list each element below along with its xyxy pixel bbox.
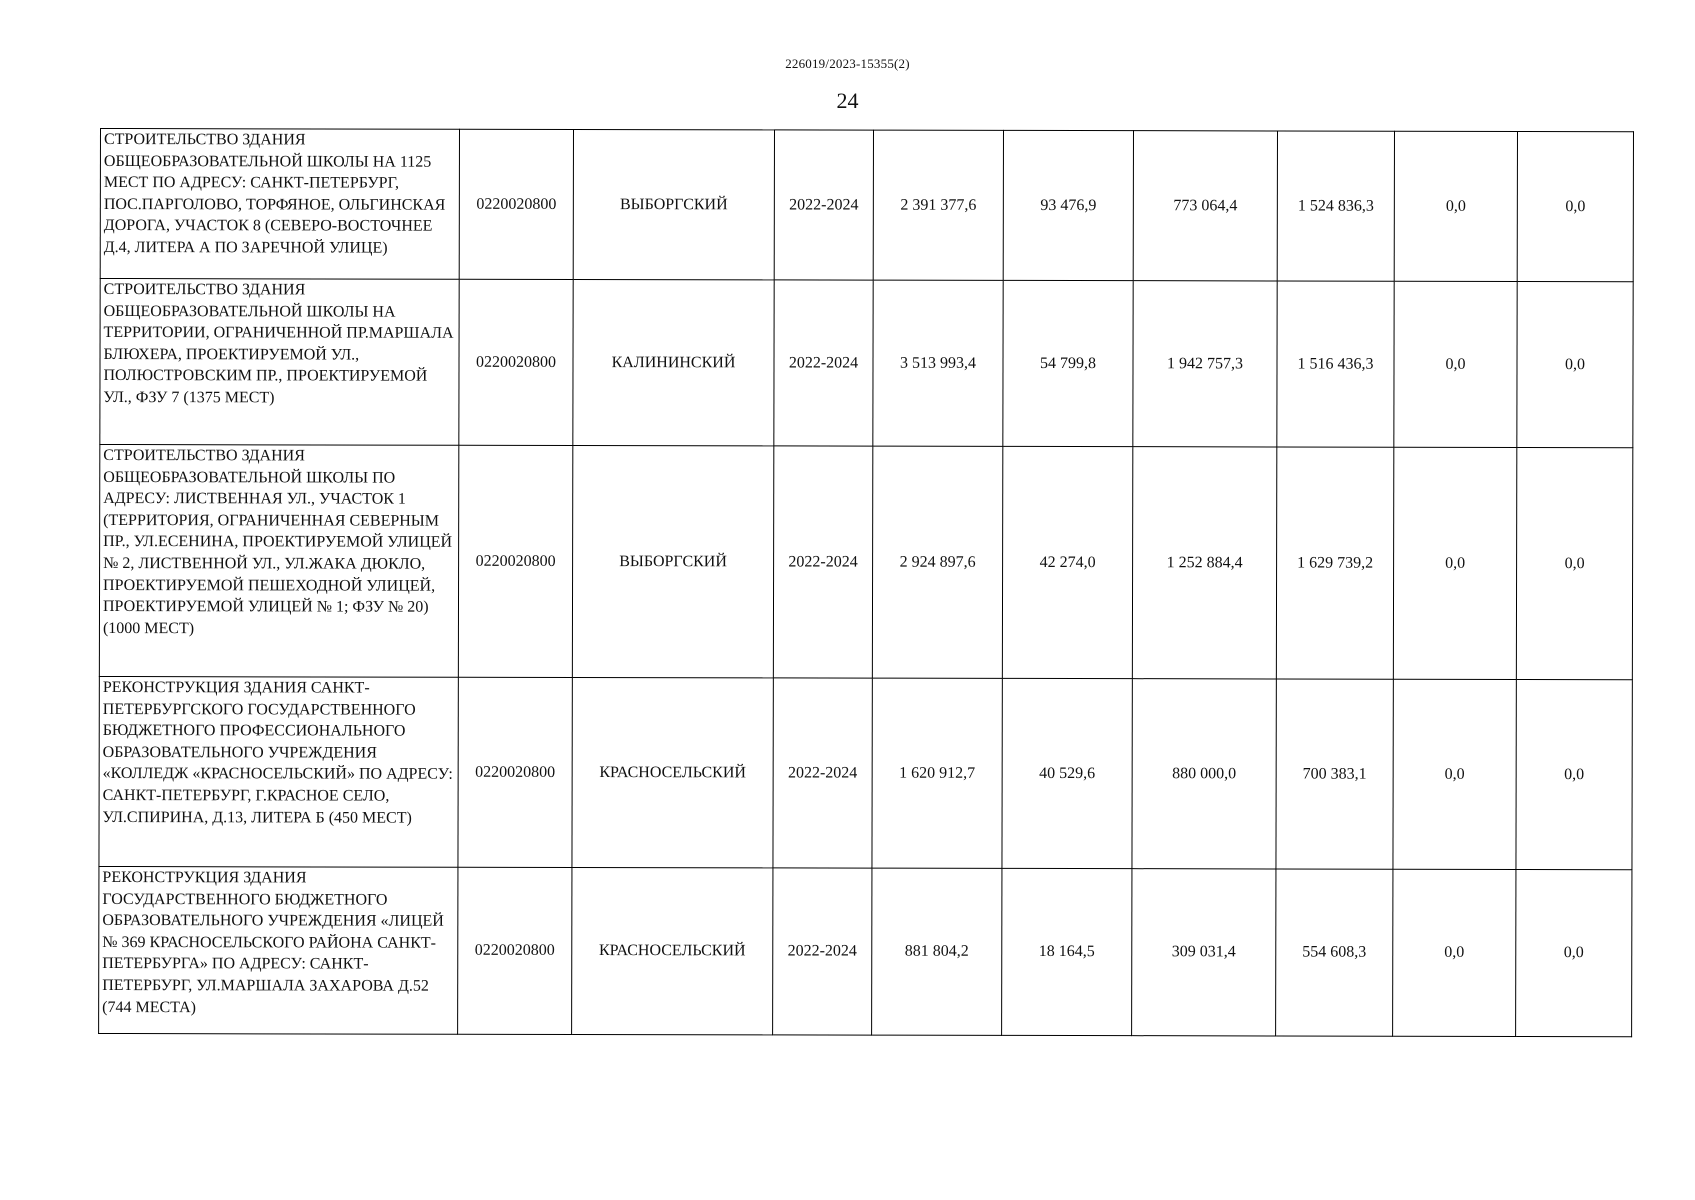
table-row: [100, 279, 1633, 448]
amount-cell: 0,0: [1394, 281, 1517, 447]
budget-code-cell: 0220020800: [459, 129, 573, 279]
total-amount-cell: 1 620 912,7: [872, 678, 1002, 868]
total-amount-cell: 3 513 993,4: [873, 280, 1003, 446]
table-row: [99, 676, 1632, 869]
object-name-cell: СТРОИТЕЛЬСТВО ЗДАНИЯ ОБЩЕОБРАЗОВАТЕЛЬНОЙ ШКОЛЫ ПО АДРЕСУ: ЛИСТВЕННАЯ УЛ., УЧАСТОК 1 (ТЕРРИТОРИЯ, ОГРАНИЧЕННАЯ СЕВЕРНЫМ ПР., УЛ.ЕСЕНИНА, ПРОЕКТИРУЕМОЙ УЛИЦЕЙ № 2, ЛИСТВЕННОЙ УЛ., УЛ.ЖАКА ДЮКЛО, ПРОЕКТИРУЕМОЙ ПЕШЕХОДНОЙ УЛИЦЕЙ, ПРОЕКТИРУЕМОЙ УЛИЦЕЙ № 1; ФЗУ № 20) (1000 МЕСТ): [99, 445, 458, 678]
budget-table: [98, 128, 1634, 1037]
table-row: [100, 129, 1633, 282]
period-cell: 2022-2024: [773, 446, 872, 678]
total-amount-cell: 2 391 377,6: [873, 130, 1003, 280]
amount-cell: 880 000,0: [1132, 679, 1276, 869]
amount-cell: 93 476,9: [1003, 130, 1133, 280]
period-cell: 2022-2024: [774, 130, 873, 280]
period-cell: 2022-2024: [773, 678, 872, 868]
period-cell: 2022-2024: [774, 280, 873, 446]
amount-cell: 0,0: [1394, 131, 1517, 281]
object-name-cell: РЕКОНСТРУКЦИЯ ЗДАНИЯ САНКТ-ПЕТЕРБУРГСКОГО ГОСУДАРСТВЕННОГО БЮДЖЕТНОГО ПРОФЕССИОНАЛЬНОГО ОБРАЗОВАТЕЛЬНОГО УЧРЕЖДЕНИЯ «КОЛЛЕДЖ «КРАСНОСЕЛЬСКИЙ» ПО АДРЕСУ: САНКТ-ПЕТЕРБУРГ, Г.КРАСНОЕ СЕЛО, УЛ.СПИРИНА, Д.13, ЛИТЕРА Б (450 МЕСТ): [99, 676, 458, 867]
budget-code-cell: 0220020800: [458, 445, 572, 677]
table-row: [99, 445, 1632, 680]
amount-cell: 54 799,8: [1003, 280, 1133, 446]
budget-code-cell: 0220020800: [459, 279, 573, 445]
amount-cell: 309 031,4: [1132, 869, 1276, 1036]
amount-cell: 0,0: [1516, 447, 1632, 679]
amount-cell: 1 516 436,3: [1277, 281, 1394, 447]
district-cell: ВЫБОРГСКИЙ: [573, 129, 774, 279]
object-name-cell: СТРОИТЕЛЬСТВО ЗДАНИЯ ОБЩЕОБРАЗОВАТЕЛЬНОЙ ШКОЛЫ НА ТЕРРИТОРИИ, ОГРАНИЧЕННОЙ ПР.МАРШАЛА БЛЮХЕРА, ПРОЕКТИРУЕМОЙ УЛ., ПОЛЮСТРОВСКИМ ПР., ПРОЕКТИРУЕМОЙ УЛ., ФЗУ 7 (1375 МЕСТ): [100, 279, 459, 446]
amount-cell: 0,0: [1393, 679, 1516, 869]
district-cell: КРАСНОСЕЛЬСКИЙ: [572, 867, 773, 1034]
amount-cell: 0,0: [1516, 679, 1632, 869]
budget-code-cell: 0220020800: [458, 677, 572, 867]
amount-cell: 0,0: [1393, 869, 1516, 1036]
amount-cell: 773 064,4: [1133, 131, 1277, 281]
period-cell: 2022-2024: [773, 868, 872, 1035]
amount-cell: 42 274,0: [1002, 446, 1132, 678]
budget-code-cell: 0220020800: [458, 867, 572, 1034]
amount-cell: 0,0: [1517, 131, 1633, 281]
amount-cell: 1 942 757,3: [1133, 281, 1277, 447]
total-amount-cell: 2 924 897,6: [872, 446, 1002, 678]
amount-cell: 0,0: [1517, 281, 1633, 447]
amount-cell: 1 252 884,4: [1132, 447, 1276, 679]
table-row: [99, 866, 1632, 1036]
amount-cell: 18 164,5: [1002, 868, 1132, 1035]
amount-cell: 0,0: [1393, 447, 1516, 679]
amount-cell: 1 524 836,3: [1277, 131, 1394, 281]
amount-cell: 700 383,1: [1276, 679, 1393, 869]
district-cell: КАЛИНИНСКИЙ: [573, 279, 774, 445]
amount-cell: 40 529,6: [1002, 678, 1132, 868]
total-amount-cell: 881 804,2: [872, 868, 1002, 1035]
district-cell: КРАСНОСЕЛЬСКИЙ: [572, 677, 773, 867]
amount-cell: 554 608,3: [1276, 869, 1393, 1036]
district-cell: ВЫБОРГСКИЙ: [572, 445, 773, 677]
amount-cell: 0,0: [1516, 869, 1632, 1036]
object-name-cell: РЕКОНСТРУКЦИЯ ЗДАНИЯ ГОСУДАРСТВЕННОГО БЮДЖЕТНОГО ОБРАЗОВАТЕЛЬНОГО УЧРЕЖДЕНИЯ «ЛИЦЕЙ № 369 КРАСНОСЕЛЬСКОГО РАЙОНА САНКТ-ПЕТЕРБУРГА» ПО АДРЕСУ: САНКТ-ПЕТЕРБУРГ, УЛ.МАРШАЛА ЗАХАРОВА Д.52 (744 МЕСТА): [99, 866, 458, 1034]
page-number: 24: [836, 88, 859, 113]
document-id: 226019/2023-15355(2): [785, 56, 910, 71]
object-name-cell: СТРОИТЕЛЬСТВО ЗДАНИЯ ОБЩЕОБРАЗОВАТЕЛЬНОЙ ШКОЛЫ НА 1125 МЕСТ ПО АДРЕСУ: САНКТ-ПЕТЕРБУРГ, ПОС.ПАРГОЛОВО, ТОРФЯНОЕ, ОЛЬГИНСКАЯ ДОРОГА, УЧАСТОК 8 (СЕВЕРО-ВОСТОЧНЕЕ Д.4, ЛИТЕРА А ПО ЗАРЕЧНОЙ УЛИЦЕ): [100, 129, 459, 280]
amount-cell: 1 629 739,2: [1276, 447, 1393, 679]
